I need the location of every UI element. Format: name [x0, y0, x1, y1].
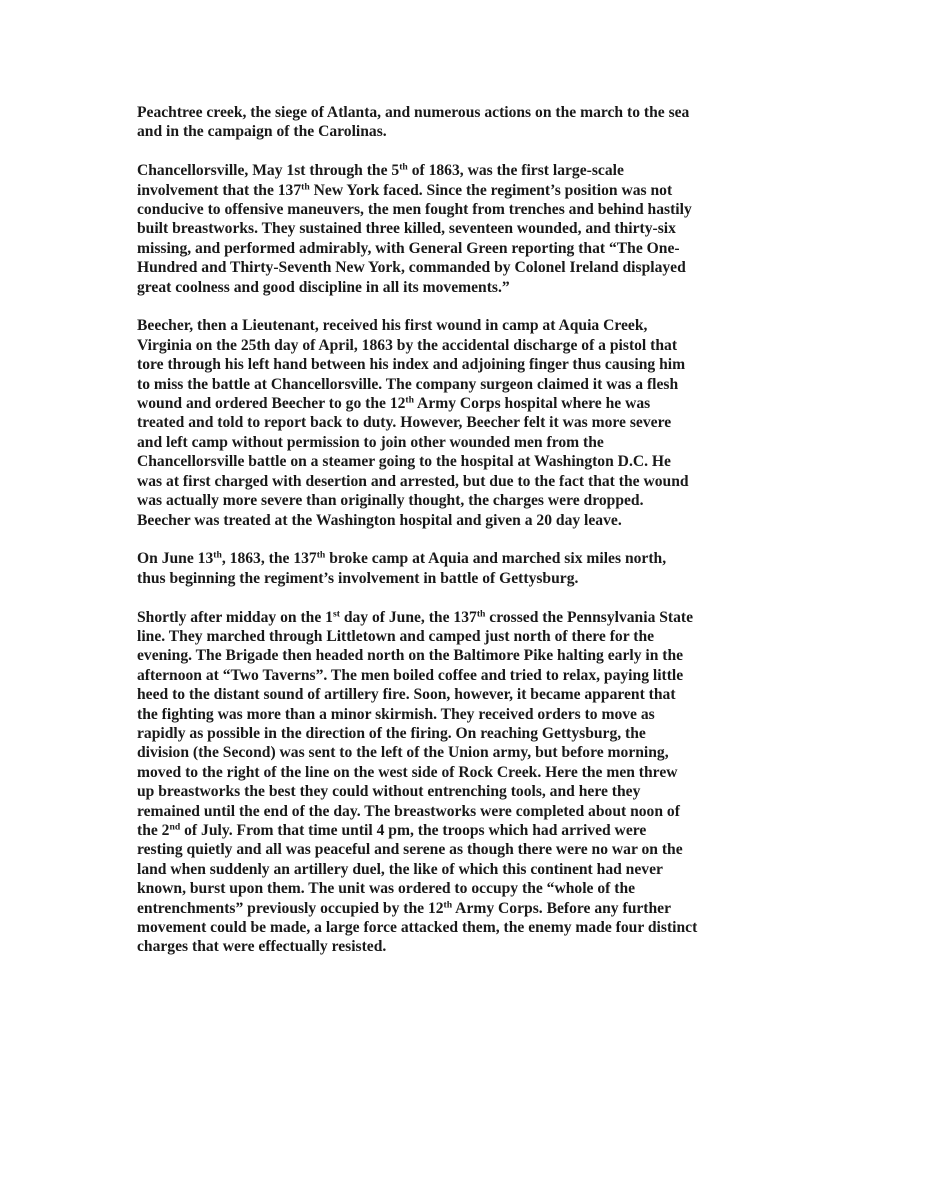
text-segment: Chancellorsville, May 1st through the 5 [137, 162, 400, 180]
text-line [137, 860, 817, 879]
text-segment: remained until the end of the day. The breastworks were completed about noon of [137, 802, 680, 820]
text-segment: Beecher was treated at the Washington hospital and given a 20 day leave. [137, 511, 622, 529]
text-line [137, 103, 817, 122]
text-segment: resting quietly and all was peaceful and serene as though there were no war on the [137, 841, 683, 859]
text-segment: Peachtree creek, the siege of Atlanta, and numerous actions on the march to the sea [137, 104, 690, 121]
text-line [137, 181, 817, 200]
text-segment: division (the Second) was sent to the left of the Union army, but before morning, [137, 744, 669, 762]
text-segment: crossed the Pennsylvania State [485, 608, 694, 626]
text-line [137, 685, 817, 704]
text-segment: On June 13 [137, 550, 214, 568]
ordinal-superscript: th [405, 394, 415, 406]
paragraph-4 [137, 549, 817, 588]
text-segment: Army Corps hospital where he was [414, 395, 651, 413]
ordinal-superscript: th [399, 161, 408, 173]
text-line [137, 743, 817, 762]
text-segment: Hundred and Thirty-Seventh New York, commanded by Colonel Ireland displayed [137, 259, 686, 277]
text-line [137, 491, 817, 510]
text-segment: Army Corps. Before any further [452, 899, 671, 917]
text-line [137, 355, 817, 374]
text-segment: up breastworks the best they could without entrenching tools, and here they [137, 783, 641, 801]
text-segment: was actually more severe than originally thought, the charges were dropped. [137, 492, 644, 510]
text-segment: conducive to offensive maneuvers, the men fought from trenches and behind hastily [137, 201, 692, 219]
text-line [137, 646, 817, 665]
text-segment: rapidly as possible in the direction of the firing. On reaching Gettysburg, the [137, 724, 646, 742]
text-segment: involvement that the 137 [137, 181, 302, 199]
text-segment: broke camp at Aquia and marched six miles north, [325, 550, 667, 568]
text-line [137, 375, 817, 394]
text-segment: of 1863, was the first large-scale [407, 162, 624, 180]
text-line [137, 724, 817, 743]
ordinal-superscript: st [332, 608, 340, 620]
text-line [137, 666, 817, 685]
paragraph-3 [137, 316, 817, 529]
text-segment: of July. From that time until 4 pm, the troops which had arrived were [180, 821, 647, 839]
text-segment: Chancellorsville battle on a steamer going to the hospital at Washington D.C. He [137, 453, 671, 471]
text-line [137, 821, 817, 840]
ordinal-superscript: th [476, 608, 486, 620]
text-line [137, 569, 817, 588]
text-segment: built breastworks. They sustained three killed, seventeen wounded, and thirty-six [137, 220, 676, 238]
text-segment: missing, and performed admirably, with General Green reporting that “The One- [137, 239, 680, 257]
text-line [137, 316, 817, 335]
paragraph-2 [137, 161, 817, 297]
ordinal-superscript: nd [169, 821, 181, 833]
text-segment: , 1863, the 137 [221, 550, 317, 568]
text-segment: New York faced. Since the regiment’s position was not [309, 181, 673, 199]
text-segment: tore through his left hand between his index and adjoining finger thus causing him [137, 356, 686, 374]
text-segment: line. They marched through Littletown and camped just north of there for the [137, 627, 655, 645]
text-segment: great coolness and good discipline in all its movements.” [137, 278, 510, 296]
text-line [137, 239, 817, 258]
text-line [137, 278, 817, 297]
text-line [137, 336, 817, 355]
text-line [137, 627, 817, 646]
document-body [137, 103, 817, 976]
paragraph-5 [137, 608, 817, 957]
text-line [137, 899, 817, 918]
text-line [137, 763, 817, 782]
text-line [137, 802, 817, 821]
text-line [137, 122, 817, 141]
text-line [137, 937, 817, 956]
text-segment: and left camp without permission to join other wounded men from the [137, 433, 604, 451]
text-line [137, 549, 817, 568]
text-line [137, 705, 817, 724]
text-line [137, 879, 817, 898]
text-segment: evening. The Brigade then headed north on the Baltimore Pike halting early in the [137, 647, 684, 665]
text-segment: charges that were effectually resisted. [137, 938, 387, 956]
text-segment: Beecher, then a Lieutenant, received his first wound in camp at Aquia Creek, [137, 317, 648, 335]
text-segment: treated and told to report back to duty. However, Beecher felt it was more severe [137, 414, 672, 432]
text-line [137, 258, 817, 277]
ordinal-superscript: th [213, 549, 222, 561]
text-segment: entrenchments” previously occupied by the 12 [137, 899, 444, 917]
text-segment: was at first charged with desertion and arrested, but due to the fact that the wound [137, 472, 689, 490]
text-segment: thus beginning the regiment’s involvement in battle of Gettysburg. [137, 569, 579, 587]
text-line [137, 219, 817, 238]
text-segment: land when suddenly an artillery duel, the like of which this continent had never [137, 860, 663, 878]
text-segment: afternoon at “Two Taverns”. The men boiled coffee and tried to relax, paying little [137, 666, 684, 684]
ordinal-superscript: th [316, 549, 326, 561]
text-line [137, 394, 817, 413]
text-segment: to miss the battle at Chancellorsville. The company surgeon claimed it was a flesh [137, 375, 679, 393]
text-segment: Shortly after midday on the 1 [137, 608, 333, 626]
text-line [137, 782, 817, 801]
text-segment: day of June, the 137 [339, 608, 477, 626]
text-segment: movement could be made, a large force attacked them, the enemy made four distinct [137, 919, 698, 936]
text-line [137, 433, 817, 452]
ordinal-superscript: th [443, 899, 453, 911]
text-line [137, 413, 817, 432]
text-line [137, 918, 817, 937]
text-segment: and in the campaign of the Carolinas. [137, 123, 387, 141]
paragraph-1 [137, 103, 817, 142]
text-line [137, 200, 817, 219]
text-line [137, 161, 817, 180]
text-line [137, 452, 817, 471]
text-segment: the 2 [137, 821, 170, 839]
text-segment: the fighting was more than a minor skirmish. They received orders to move as [137, 705, 655, 723]
ordinal-superscript: th [301, 181, 310, 193]
text-line [137, 840, 817, 859]
text-line [137, 472, 817, 491]
text-line [137, 608, 817, 627]
text-segment: heed to the distant sound of artillery fire. Soon, however, it became apparent that [137, 686, 676, 704]
text-segment: moved to the right of the line on the west side of Rock Creek. Here the men threw [137, 763, 678, 781]
text-segment: wound and ordered Beecher to go the 12 [137, 395, 406, 413]
text-line [137, 511, 817, 530]
text-segment: Virginia on the 25th day of April, 1863 by the accidental discharge of a pistol that [137, 336, 678, 354]
text-segment: known, burst upon them. The unit was ordered to occupy the “whole of the [137, 880, 636, 898]
